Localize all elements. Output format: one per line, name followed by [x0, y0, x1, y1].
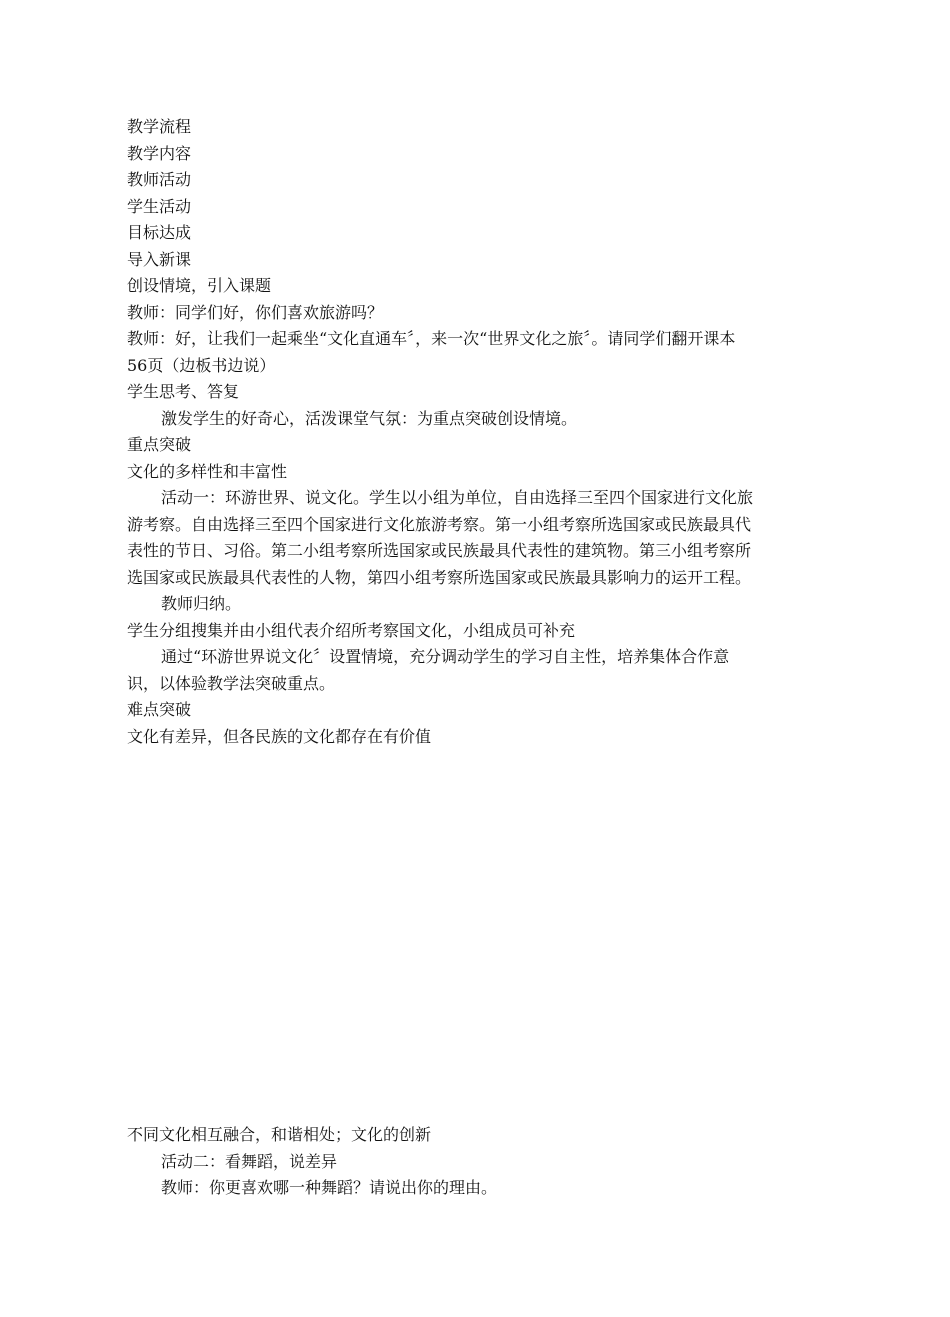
- text-teacher-dance-question: 教师：你更喜欢哪一种舞蹈？请说出你的理由。: [161, 1178, 498, 1197]
- heading-teacher-activity: 教师活动: [127, 170, 192, 189]
- lesson-plan-section-top: [127, 114, 827, 750]
- text-culture-integration: 不同文化相互融合，和谐相处；文化的创新: [127, 1125, 432, 1144]
- text-culture-diversity: 文化的多样性和丰富性: [127, 461, 288, 481]
- text-goal-curiosity: 激发学生的好奇心，活泼课堂气氛：为重点突破创设情境。: [161, 408, 578, 428]
- text-student-group-work: 学生分组搜集并由小组代表介绍所考察国文化，小组成员可补充: [127, 620, 576, 640]
- heading-key-point: 重点突破: [127, 435, 192, 454]
- heading-goal-achievement: 目标达成: [127, 223, 192, 242]
- text-teacher-summary: 教师归纳。: [161, 594, 242, 613]
- text-activity-two: 活动二：看舞蹈，说差异: [161, 1151, 338, 1171]
- heading-difficult-point: 难点突破: [127, 700, 192, 719]
- text-activity-one-3: 表性的节日、习俗。第二小组考察所选国家或民族最具代表性的建筑物。第三小组考察所: [127, 541, 752, 560]
- heading-teaching-content: 教学内容: [127, 143, 192, 163]
- text-teacher-culture-train-2: 56页（边板书边说）: [127, 355, 276, 375]
- text-student-think-answer: 学生思考、答复: [127, 382, 240, 401]
- text-activity-one-1: 活动一：环游世界、说文化。学生以小组为单位，自由选择三至四个国家进行文化旅: [161, 488, 754, 507]
- text-goal-situation-2: 识，以体验教学法突破重点。: [127, 673, 336, 693]
- heading-introduction: 导入新课: [127, 249, 192, 269]
- heading-student-activity: 学生活动: [127, 196, 192, 216]
- text-teacher-culture-train-1: 教师：好，让我们一起乘坐“文化直通车〞，来一次“世界文化之旅〞。请同学们翻开课本: [127, 329, 736, 348]
- lesson-plan-section-bottom: [127, 1122, 827, 1202]
- text-goal-situation-1: 通过“环游世界说文化〞设置情境，充分调动学生的学习自主性，培养集体合作意: [161, 647, 730, 666]
- text-activity-one-4: 选国家或民族最具代表性的人物，第四小组考察所选国家或民族最具影响力的运开工程。: [127, 567, 752, 587]
- text-create-situation: 创设情境，引入课题: [127, 276, 272, 295]
- text-teacher-greeting: 教师：同学们好，你们喜欢旅游吗？: [127, 302, 384, 322]
- heading-teaching-flow: 教学流程: [127, 117, 192, 136]
- text-activity-one-2: 游考察。自由选择三至四个国家进行文化旅游考察。第一小组考察所选国家或民族最具代: [127, 514, 752, 534]
- text-culture-difference: 文化有差异，但各民族的文化都存在有价值: [127, 726, 432, 746]
